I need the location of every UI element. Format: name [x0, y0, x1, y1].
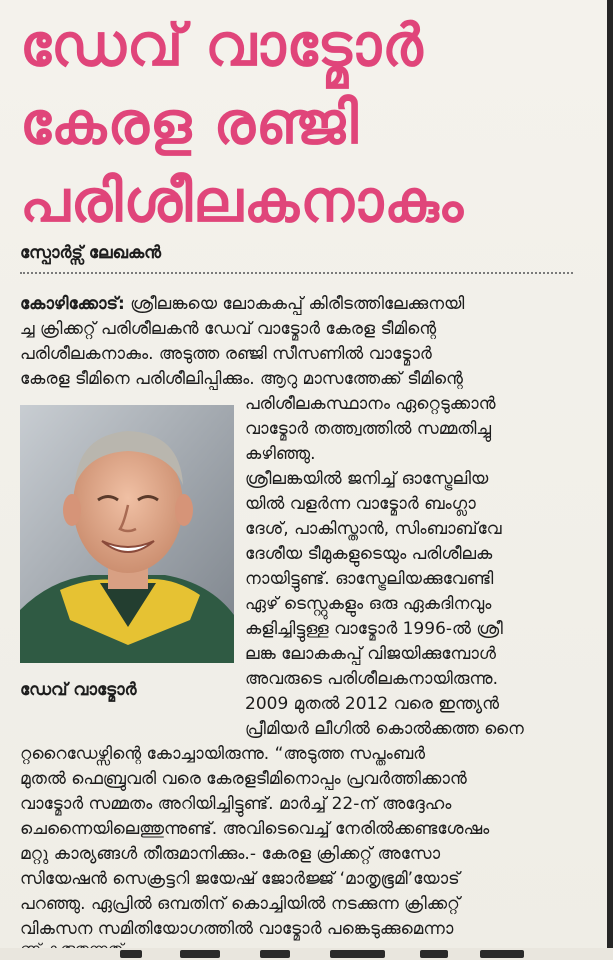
article-line-4: കേരള ടീമിനെ പരിശീലിപ്പിക്കും. ആറു മാസത്തേക്ക് ടീമിന്റെ — [20, 369, 463, 389]
article-line-17: 2009 മുതൽ 2012 വരെ ഇന്ത്യൻ — [245, 694, 500, 714]
article-line-21: വാട്മോർ സമ്മതം അറിയിച്ചിട്ടുണ്ട്. മാർച്ച് 22-ന് അദ്ദേഹം — [20, 794, 452, 814]
article-line-16: അവരുടെ പരിശീലകനായിരുന്നു. — [245, 669, 498, 689]
article-line-1 — [20, 293, 464, 315]
next-article-fragment — [0, 948, 613, 960]
article-line-5: പരിശീലകസ്ഥാനം ഏറ്റെടുക്കാൻ — [245, 394, 496, 414]
article-line-19: റ്ററൈഡേഴ്സിന്റെ കോച്ചായിരുന്നു. “അടുത്ത സപ്തംബർ — [20, 744, 426, 764]
photo-caption: ഡേവ് വാട്മോർ — [20, 680, 137, 700]
article-line-22: ചെന്നൈയിലെത്തുന്നുണ്ട്. അവിടെവെച്ച് നേരിൽക്കണ്ടശേഷം — [20, 819, 490, 839]
article-line-9: യിൽ വളർന്ന വാട്മോർ ബംഗ്ലാ — [245, 494, 476, 514]
article-line-18: പ്രീമിയർ ലീഗിൽ കൊൽക്കത്ത നൈ — [245, 719, 524, 739]
headline-line-1: ഡേവ് വാട്മോർ — [20, 11, 424, 79]
clipping-edge — [607, 0, 613, 960]
byline: സ്പോർട്സ് ലേഖകൻ — [20, 243, 162, 263]
article-line-8: ശ്രീലങ്കയിൽ ജനിച്ച് ഓസ്ട്രേലിയ — [245, 469, 489, 489]
article-line-3: പരിശീലകനാകും. അടുത്ത രഞ്ജി സീസണിൽ വാട്മോർ — [20, 344, 432, 364]
article-line-15: ലങ്ക ലോകകപ്പ് വിജയിക്കുമ്പോൾ — [245, 644, 496, 664]
article-line-10: ദേശ്, പാകിസ്താൻ, സിംബാബ്‌വേ — [245, 519, 502, 539]
article-line-14: കളിച്ചിട്ടുള്ള വാട്മോർ 1996-ൽ ശ്രീ — [245, 619, 503, 639]
byline-divider — [20, 272, 573, 274]
article-line-23: മറ്റു കാര്യങ്ങൾ തീരുമാനിക്കും.- കേരള ക്രിക്കറ്റ് അസോ — [20, 844, 441, 864]
article-text: ശ്രീലങ്കയെ ലോകകപ്പ് കിരീടത്തിലേക്കുനയി — [124, 294, 465, 314]
article-line-13: ഏഴ് ടെസ്റ്റുകളും ഒരു ഏകദിനവും — [245, 594, 492, 614]
dateline: കോഴിക്കോട്: — [20, 294, 125, 314]
article-line-26: വികസന സമിതിയോഗത്തിൽ വാട്മോർ പങ്കെടുക്കുമെന്നാ — [20, 919, 454, 939]
article-line-2: ച്ച ക്രിക്കറ്റ് പരിശീലകൻ ഡേവ് വാട്മോർ കേരള ടീമിന്റെ — [20, 319, 437, 339]
article-line-7: കഴിഞ്ഞു. — [245, 444, 316, 464]
headline-line-2: കേരള രഞ്ജി — [20, 89, 359, 157]
article-line-24: സിയേഷൻ സെക്രട്ടറി ജയേഷ് ജോർജ്ജ് ‘മാതൃഭൂമി’യോട് — [20, 869, 460, 889]
article-line-12: നായിട്ടുണ്ട്. ഓസ്ട്രേലിയക്കുവേണ്ടി — [245, 569, 494, 589]
headline-line-3: പരിശീലകനാകും — [20, 167, 465, 235]
portrait-photo — [20, 405, 234, 663]
article-line-20: മുതൽ ഫെബ്രുവരി വരെ കേരളടീമിനൊപ്പം പ്രവർത്തിക്കാൻ — [20, 769, 467, 789]
article-line-11: ദേശീയ ടീമുകളുടെയും പരിശീലക — [245, 544, 493, 564]
article-line-6: വാട്മോർ തത്ത്വത്തിൽ സമ്മതിച്ചു — [245, 419, 492, 439]
article-line-25: പറഞ്ഞു. ഏപ്രിൽ ഒമ്പതിന് കൊച്ചിയിൽ നടക്കുന്ന ക്രിക്കറ്റ് — [20, 894, 460, 914]
